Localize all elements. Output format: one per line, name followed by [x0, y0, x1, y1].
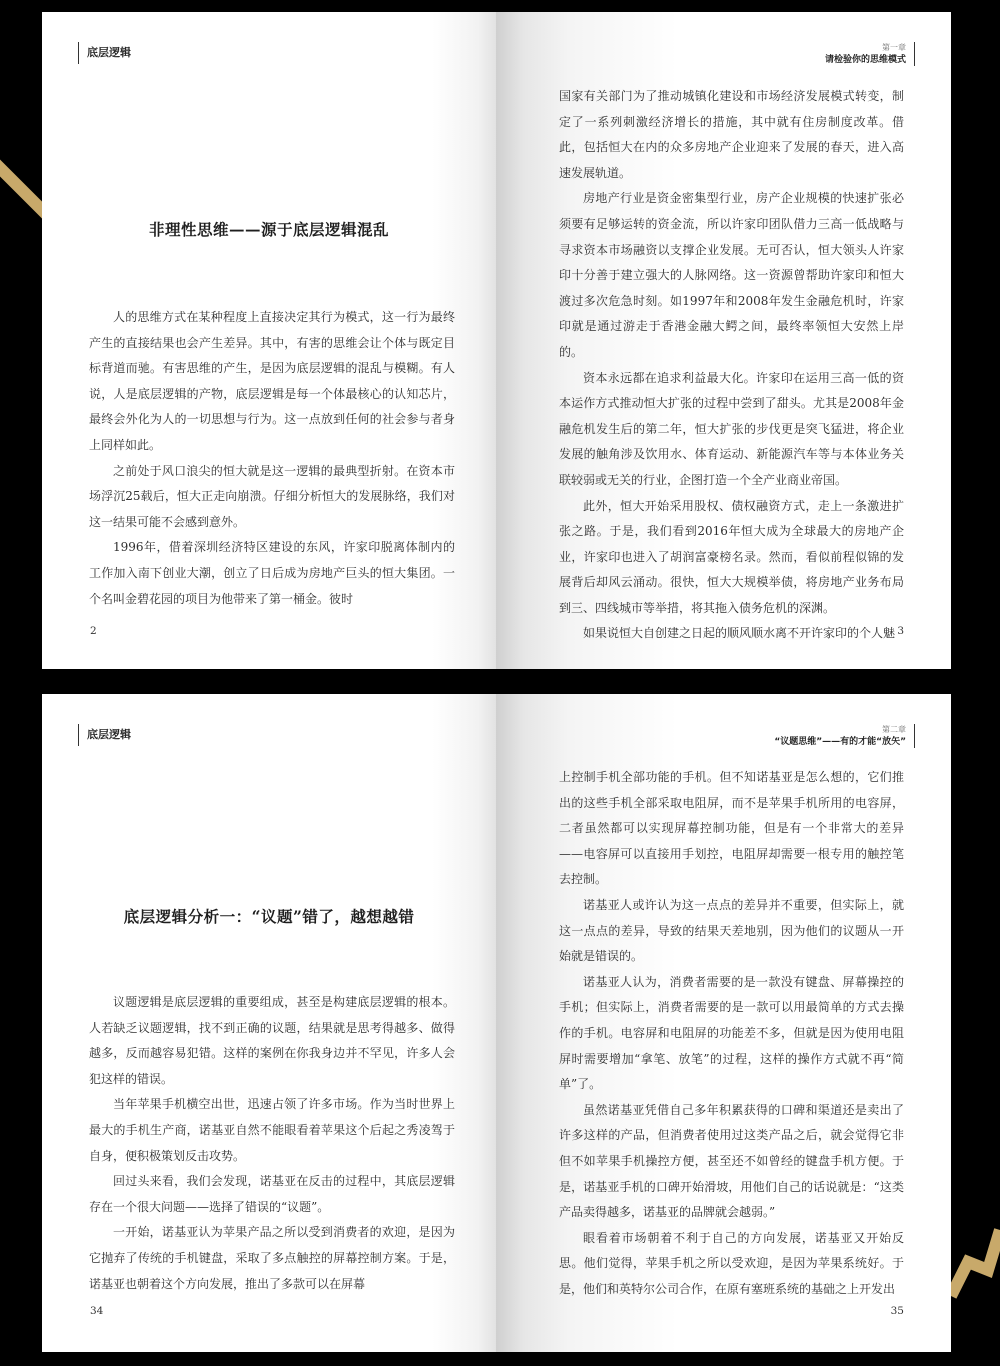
running-head-book-title: 底层逻辑: [78, 42, 131, 64]
paragraph: 如果说恒大自创建之日起的顺风顺水离不开许家印的个人魅: [583, 626, 896, 641]
page-left: [42, 12, 496, 669]
chapter-title: “议题思维”——有的才能“放矢”: [774, 737, 906, 747]
paragraph: 虽然诺基亚凭借自己多年积累获得的口碑和渠道还是卖出了许多这样的产品，但消费者使用过这类产品之后，就会觉得它非但不如苹果手机操控方便，甚至还不如曾经的键盘手机方便。于是，诺基亚手机的口碑开始滑坡，用他们自己的话说就是：“这类产品卖得越多，诺基亚的品牌就会越弱。”: [559, 1102, 904, 1220]
section-title: 非理性思维——源于底层逻辑混乱: [148, 220, 389, 239]
page-right: [496, 694, 951, 1352]
gold-stroke-left: [0, 168, 42, 210]
running-head-chapter: [774, 724, 915, 748]
chapter-title: 请检验你的思维模式: [824, 55, 906, 65]
page-right: [496, 12, 951, 669]
paragraph: 回过头来看，我们会发现，诺基亚在反击的过程中，其底层逻辑存在一个很大问题——选择了错误的“议题”。: [89, 1174, 455, 1214]
page-number: 2: [90, 625, 97, 637]
paragraph: 此外，恒大开始采用股权、债权融资方式，走上一条激进扩张之路。于是，我们看到2016年恒大成为全球最大的房地产企业，许家印也进入了胡润富豪榜名录。然而，看似前程似锦的发展背后却风云涌动。很快，恒大大规模举债，将房地产业务布局到三、四线城市等举措，将其拖入债务危机的深渊。: [559, 498, 904, 615]
book-spread-2: [42, 694, 951, 1352]
gold-stroke-right: [951, 1230, 1000, 1296]
chapter-number: 第二章: [882, 725, 906, 734]
paragraph: 当年苹果手机横空出世，迅速占领了许多市场。作为当时世界上最大的手机生产商，诺基亚自然不能眼看着苹果这个后起之秀凌驾于自身，便积极策划反击攻势。: [89, 1097, 455, 1163]
paragraph: 1996年，借着深圳经济特区建设的东风，许家印脱离体制内的工作加入南下创业大潮，创立了日后成为房地产巨头的恒大集团。一个名叫金碧花园的项目为他带来了第一桶金。彼时: [89, 540, 455, 606]
paragraph: 一开始，诺基亚认为苹果产品之所以受到消费者的欢迎，是因为它抛弃了传统的手机键盘，采取了多点触控的屏幕控制方案。于是，诺基亚也朝着这个方向发展，推出了多款可以在屏幕: [89, 1225, 455, 1291]
body-text: [89, 305, 455, 612]
paragraph: 人的思维方式在某种程度上直接决定其行为模式，这一行为最终产生的直接结果也会产生差异。其中，有害的思维会让个体与既定目标背道而驰。有害思维的产生，是因为底层逻辑的混乱与模糊。有人说，人是底层逻辑的产物，底层逻辑是每一个体最核心的认知芯片，最终会外化为人的一切思想与行为。这一点放到任何的社会参与者身上同样如此。: [89, 310, 455, 452]
paragraph: 之前处于风口浪尖的恒大就是这一逻辑的最典型折射。在资本市场浮沉25载后，恒大正走向崩溃。仔细分析恒大的发展脉络，我们对这一结果可能不会感到意外。: [89, 463, 455, 529]
page-number: 35: [890, 1305, 904, 1317]
paragraph: 上控制手机全部功能的手机。但不知诺基亚是怎么想的，它们推出的这些手机全部采取电阻屏，而不是苹果手机所用的电容屏，二者虽然都可以实现屏幕控制功能，但是有一个非常大的差异——电容屏可以直接用手划控，电阻屏却需要一根专用的触控笔去控制。: [559, 770, 904, 887]
body-text: [559, 84, 904, 647]
page-number: 34: [90, 1305, 104, 1317]
page-left: [42, 694, 496, 1352]
running-head-book-title: 底层逻辑: [78, 724, 131, 746]
paragraph: 眼看着市场朝着不利于自己的方向发展，诺基亚又开始反思。他们觉得，苹果手机之所以受欢迎，是因为苹果系统好。于是，他们和英特尔公司合作，在原有塞班系统的基础之上开发出: [559, 1230, 904, 1296]
paragraph: 国家有关部门为了推动城镇化建设和市场经济发展模式转变，制定了一系列刺激经济增长的措施，其中就有住房制度改革。借此，包括恒大在内的众多房地产企业迎来了发展的春天，进入高速发展轨道。: [559, 89, 904, 180]
paragraph: 房地产行业是资金密集型行业，房产企业规模的快速扩张必须要有足够运转的资金流，所以许家印团队借力三高一低战略与寻求资本市场融资以支撑企业发展。无可否认，恒大领头人许家印十分善于建立强大的人脉网络。这一资源曾帮助许家印和恒大渡过多次危急时刻。如1997年和2008年发生金融危机时，许家印就是通过游走于香港金融大鳄之间，最终率领恒大安然上岸的。: [559, 191, 904, 359]
book-spread-1: [42, 12, 951, 669]
page-number: 3: [897, 625, 904, 637]
body-text: [559, 765, 904, 1302]
paragraph: 诺基亚人认为，消费者需要的是一款没有键盘、屏幕操控的手机；但实际上，消费者需要的是一款可以用最简单的方式去操作的手机。电容屏和电阻屏的功能差不多，但就是因为使用电阻屏时需要增加“拿笔、放笔”的过程，这样的操作方式就不再“简单”了。: [559, 974, 904, 1092]
paragraph: 议题逻辑是底层逻辑的重要组成，甚至是构建底层逻辑的根本。人若缺乏议题逻辑，找不到正确的议题，结果就是思考得越多、做得越多，反而越容易犯错。这样的案例在你我身边并不罕见，许多人会犯这样的错误。: [89, 995, 455, 1086]
section-title: 底层逻辑分析一：“议题”错了，越想越错: [123, 907, 415, 926]
running-head-chapter: [825, 42, 915, 66]
chapter-number: 第一章: [882, 43, 906, 52]
body-text: [89, 990, 455, 1297]
paragraph: 资本永远都在追求利益最大化。许家印在运用三高一低的资本运作方式推动恒大扩张的过程中尝到了甜头。尤其是2008年金融危机发生后的第二年，恒大扩张的步伐更是突飞猛进，将企业发展的触角涉及饮用水、体育运动、新能源汽车等与本体业务关联较弱或无关的行业，企图打造一个全产业商业帝国。: [559, 370, 904, 487]
paragraph: 诺基亚人或许认为这一点点的差异并不重要，但实际上，就这一点点的差异，导致的结果天差地别，因为他们的议题从一开始就是错误的。: [559, 897, 904, 964]
